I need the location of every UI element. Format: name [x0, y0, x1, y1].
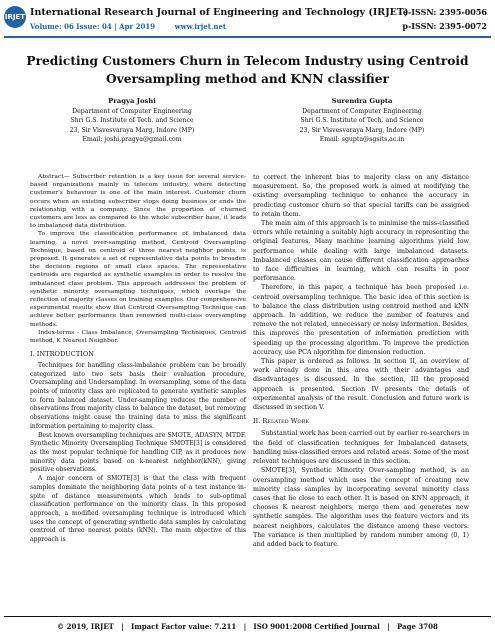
- body-paragraph: This paper is ordered as follows. In section II, an overview of work already done in this area with their advantages and disadvantages is discussed. In the section, III the proposed approach is presented. Section IV presents the details of experimental analysis of the result. Conclusion and future work is discussed in section V.: [253, 358, 469, 412]
- body-paragraph: Techniques for handling class-imbalance problem can be broadly categorized into two sets basis their evaluation procedure, Oversampling and Undersampling. In oversampling, some of the data points of minority class are replicated to generate synthetic samples to form balanced dataset. Under-sampling reduces the number of observations from majority class to balance the dataset, but removing observations might cause the training data to miss the significant information pertaining to majority class.: [30, 361, 246, 430]
- right-column: [253, 173, 469, 549]
- author-email: Email: joshi.pragya@gmail.com: [82, 136, 182, 144]
- e-issn: e-ISSN: 2395-0056: [402, 7, 487, 17]
- journal-meta: Volume: 06 Issue: 04 | Apr 2019 www.irjet.net: [30, 22, 227, 31]
- body-paragraph: to correct the inherent bias to majority class on any distance measurement. So, the proposed work is aimed at modifying the existing oversampling technique to enhance the accuracy in predicting customer churn so that special tariffs can be assigned to retain them.: [253, 174, 469, 218]
- left-column: [30, 173, 246, 545]
- author-block-1: [22, 97, 242, 145]
- author-department: Department of Computer Engineering: [72, 107, 192, 115]
- author-name: Surendra Gupta: [331, 97, 393, 105]
- author-name: Pragya Joshi: [108, 97, 156, 105]
- author-institute: Shri G.S. Institute of Tech. and Science: [70, 117, 194, 125]
- header-divider: [4, 36, 491, 38]
- author-email: Email: sgupta@sgsits.ac.in: [319, 136, 405, 144]
- section-heading-related-work: II. Related Work: [253, 417, 310, 426]
- section-heading-introduction: I. INTRODUCTION: [30, 350, 95, 359]
- author-address: 23, Sir Visvesvaraya Marg, Indore (MP): [299, 126, 425, 134]
- p-issn: p-ISSN: 2395-0072: [402, 21, 487, 31]
- journal-header: [0, 0, 495, 36]
- abstract-paragraph: Abstract— Subscriber retention is a key issue for several service-based organizations mainly in telecom industry, where detecting customer's behaviour is one of the main interest. Customer churn occurs when an existing subscriber stops doing business or ends the relationship with a company. Since the proportion of churned customers are less as compared to the whole subscriber base, it leads to imbalanced data distribution.: [30, 173, 246, 230]
- author-department: Department of Computer Engineering: [302, 107, 422, 115]
- author-block-2: [252, 97, 472, 145]
- page-footer: © 2019, IRJET | Impact Factor value: 7.211 | ISO 9001:2008 Certified Journal | Page 3708: [57, 622, 438, 631]
- body-paragraph: Therefore, in this paper, a technique has been proposed i.e. centroid oversampling technique. The basic idea of this section is to balance the class distribution using centroid method and kNN approach. In addition, we reduce the number of features and remove the not related, unnecessary or noisy information. Besides, this improves the presentation of information prediction with speeding up the processing algorithm. To improve the prediction accuracy, use PCA algorithm for dimension reduction.: [253, 284, 469, 356]
- index-terms: Index-terms - Class Imbalance, Oversampling Techniques, Centroid method, K Nearest Neighbor.: [30, 328, 246, 345]
- author-address: 23, Sir Visvesvaraya Marg, Indore (MP): [69, 126, 195, 134]
- paper-title: Predicting Customers Churn in Telecom Industry using Centroid Oversampling method and KNN classifier: [26, 54, 469, 86]
- body-paragraph: The main aim of this approach is to minimise the miss-classified errors while retaining a suitably high accuracy in representing the original features. Many machine learning algorithms yield low performance while dealing with large imbalanced datasets. Imbalanced classes can cause different classification approaches to face difficulties in learning, which can results in poor performance.: [253, 220, 469, 283]
- abstract-paragraph-2: To improve the classification performance of imbalanced data learning, a novel over-sampling method, Centroid Oversampling Technique, based on centroid of three nearest neighbor points, is proposed. It generates a set of representative data points to broaden the decision regions of small class spaces. The representative centroids are regarded as synthetic examples in order to resolve the imbalanced class problem. This approach addresses the problem of synthetic minority oversampling techniques, which overlaps the reflection of majority classes on training examples. Our comprehensive experimental results show that Centroid Oversampling Technique can achieve better performance than renowned multi-class oversampling methods.: [30, 230, 246, 328]
- author-institute: Shri G.S. Institute of Tech. and Science: [300, 117, 424, 125]
- journal-title: International Research Journal of Engineering and Technology (IRJET): [30, 7, 409, 18]
- body-paragraph: Best known oversampling techniques are SMOTE, ADASYN, MTDF. Synthetic Minority Oversampling Technique SMOTE[3] is considered as the most popular technique for handling CIP, as it produces new minority data points based on k-nearest neighbor(kNN), giving positive observations.: [30, 431, 246, 474]
- body-paragraph: A major concern of SMOTE[3] is that the class with frequent samples dominate the neighboring data points of a test instance in-spite of distance measurements which leads to sub-optimal classification performance on the minority class. In this proposed approach, a modified oversampling technique is introduced which uses the concept of generating synthetic data samples by calculating centroid of three nearest points (kNN). The main objective of this approach is: [30, 475, 246, 544]
- body-paragraph: Substantial work has been carried out by earlier re-searchers in the field of classification techniques for Imbalanced datasets, handling miss-classified errors and related areas. Some of the most relevant techniques are discussed in this section.: [253, 430, 469, 466]
- logo-text: IRJET: [4, 13, 26, 21]
- footer-divider: [4, 616, 491, 617]
- journal-logo: [4, 6, 26, 28]
- body-paragraph: SMOTE[3], Synthetic Minority Over-sampling method, is an oversampling method which uses the concept of creating new minority class samples by incorporating several minority class cases that lie close to each other. It is based on KNN approach, it chooses K nearest neighbors, merge them and generates new synthetic samples. The algorithm uses the feature vectors and its nearest neighbors, calculates the distance among these vectors. The variance is then multiplied by random number among (0, 1) and added back to feature.: [253, 467, 469, 548]
